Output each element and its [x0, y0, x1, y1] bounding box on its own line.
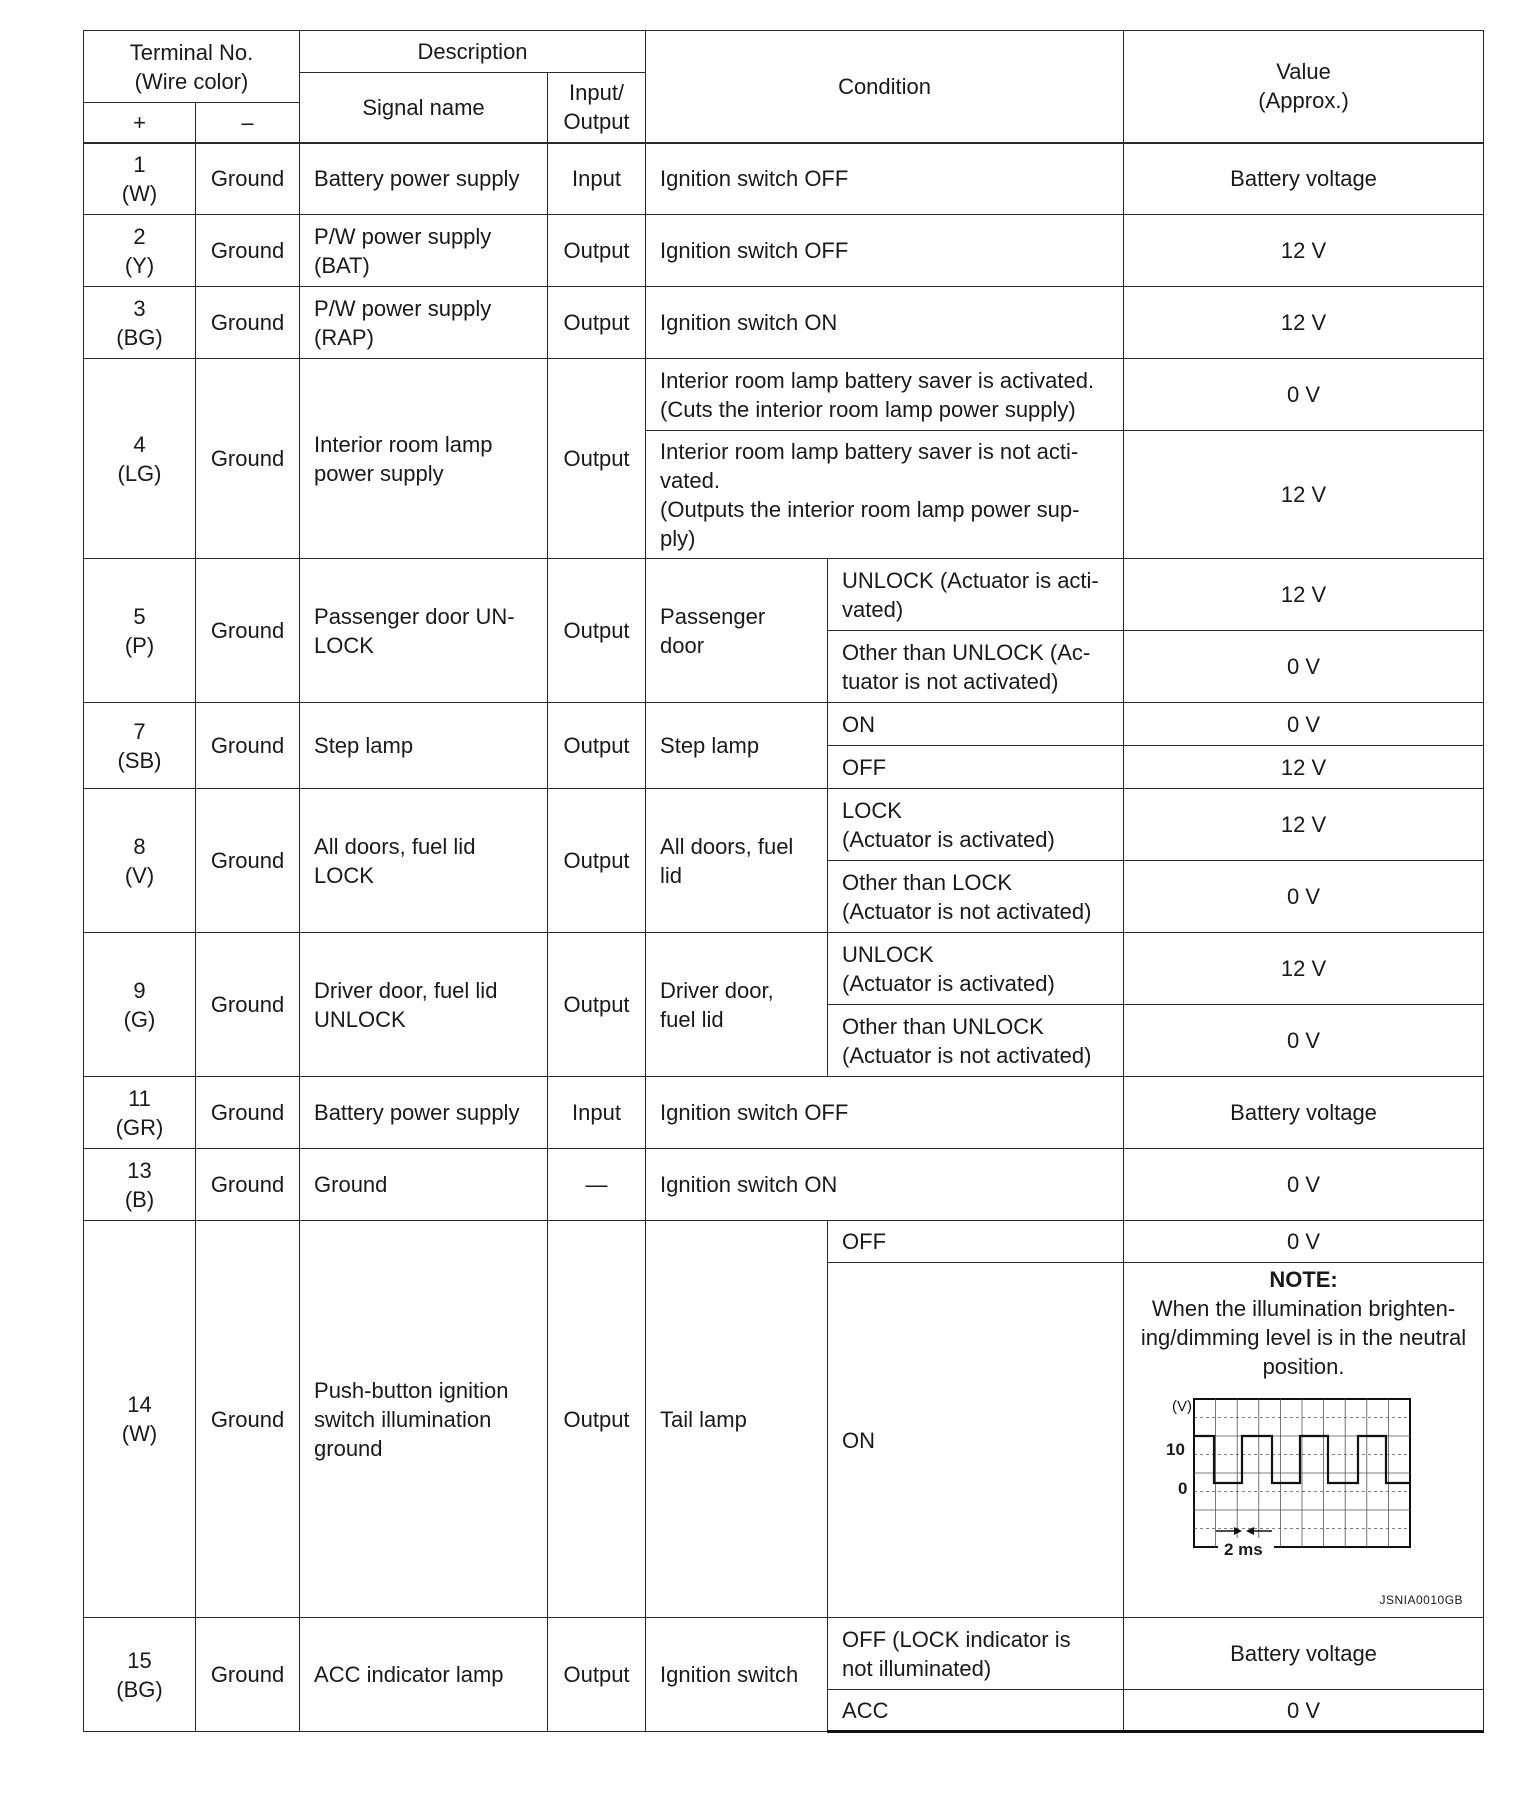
- condition: Ignition switch: [646, 1618, 828, 1732]
- value: 0 V: [1124, 861, 1484, 933]
- input-output: Output: [548, 287, 646, 359]
- terminal-number: 9: [133, 977, 146, 1003]
- signal-name-line: Passenger door UN-: [314, 603, 515, 629]
- table-row: [84, 933, 1484, 1005]
- terminal-number: 8: [133, 833, 146, 859]
- value: 0 V: [1124, 359, 1484, 431]
- table-row: [84, 287, 1484, 359]
- condition-line: lid: [660, 862, 683, 888]
- sub-condition-line: UNLOCK (Actuator is acti-: [842, 567, 1099, 593]
- table-row: [84, 215, 1484, 287]
- value: 12 V: [1124, 789, 1484, 861]
- waveform-time-label: 2 ms: [1223, 1540, 1263, 1559]
- header-wire-color-label: (Wire color): [134, 68, 249, 94]
- sub-condition: [828, 1005, 1124, 1077]
- signal-name: [300, 933, 548, 1077]
- sub-condition: OFF: [828, 1221, 1124, 1263]
- header-input-output: [548, 73, 646, 143]
- value: Battery voltage: [1124, 1077, 1484, 1149]
- signal-name: [300, 789, 548, 933]
- table-row: [84, 703, 1484, 746]
- signal-name: [300, 287, 548, 359]
- value: 0 V: [1124, 1005, 1484, 1077]
- input-output: Output: [548, 789, 646, 933]
- waveform-y-tick-high: 10: [1165, 1440, 1185, 1459]
- value: 12 V: [1124, 215, 1484, 287]
- terminal-plus: [84, 559, 196, 703]
- sub-condition-line: vated): [842, 596, 904, 622]
- terminal-number: 5: [133, 603, 146, 629]
- terminal-table: [83, 30, 1484, 1733]
- signal-name-line: ground: [314, 1435, 383, 1461]
- condition: Ignition switch OFF: [646, 143, 1124, 215]
- terminal-minus: Ground: [196, 1618, 300, 1732]
- signal-name: Ground: [300, 1149, 548, 1221]
- signal-name-line: (BAT): [314, 252, 370, 278]
- terminal-plus: [84, 215, 196, 287]
- signal-name-line: Push-button ignition: [314, 1377, 509, 1403]
- signal-name: Battery power supply: [300, 143, 548, 215]
- terminal-number: 3: [133, 295, 146, 321]
- input-output: Output: [548, 703, 646, 789]
- condition: [646, 559, 828, 703]
- value: Battery voltage: [1124, 143, 1484, 215]
- table-row: [84, 359, 1484, 431]
- header-signal-name: Signal name: [300, 73, 548, 143]
- input-output: Output: [548, 215, 646, 287]
- wire-color: (V): [124, 862, 155, 888]
- terminal-minus: Ground: [196, 143, 300, 215]
- terminal-number: 14: [127, 1392, 152, 1417]
- condition-line: Interior room lamp battery saver is not acti-: [660, 438, 1079, 464]
- terminal-plus: [84, 933, 196, 1077]
- terminal-minus: Ground: [196, 559, 300, 703]
- value: 0 V: [1124, 703, 1484, 746]
- table-row: [84, 559, 1484, 631]
- value: 12 V: [1124, 746, 1484, 789]
- signal-name-line: Driver door, fuel lid: [314, 977, 498, 1003]
- wire-color: (BG): [116, 1676, 163, 1702]
- header-condition: Condition: [646, 31, 1124, 143]
- condition: [646, 933, 828, 1077]
- condition: Tail lamp: [646, 1221, 828, 1618]
- terminal-plus: [84, 359, 196, 559]
- condition-line: ply): [660, 525, 696, 551]
- signal-name-line: P/W power supply: [314, 223, 492, 249]
- terminal-plus: [84, 287, 196, 359]
- header-output-label: Output: [563, 109, 630, 135]
- signal-name: [300, 215, 548, 287]
- note-line: position.: [1262, 1354, 1345, 1379]
- terminal-plus: [84, 1618, 196, 1732]
- wire-color: (GR): [115, 1114, 164, 1140]
- terminal-minus: Ground: [196, 359, 300, 559]
- sub-condition: ON: [828, 703, 1124, 746]
- condition: [646, 431, 1124, 559]
- value: 12 V: [1124, 559, 1484, 631]
- sub-condition: [828, 789, 1124, 861]
- condition: [646, 359, 1124, 431]
- signal-name-line: (RAP): [314, 324, 374, 350]
- wire-color: (LG): [117, 460, 162, 486]
- sub-condition-line: (Actuator is not activated): [842, 1042, 1092, 1068]
- wire-color: (Y): [124, 252, 155, 278]
- terminal-minus: Ground: [196, 703, 300, 789]
- table-row: [84, 1077, 1484, 1149]
- signal-name-line: Interior room lamp: [314, 431, 493, 457]
- value-note: [1124, 1263, 1484, 1618]
- sub-condition-line: tuator is not activated): [842, 668, 1059, 694]
- condition-line: Driver door,: [660, 977, 774, 1003]
- sub-condition: [828, 933, 1124, 1005]
- value: 0 V: [1124, 1149, 1484, 1221]
- input-output: Input: [548, 1077, 646, 1149]
- input-output: Output: [548, 1221, 646, 1618]
- signal-name: [300, 1221, 548, 1618]
- sub-condition: [828, 631, 1124, 703]
- condition: Ignition switch OFF: [646, 1077, 1124, 1149]
- sub-condition: [828, 1618, 1124, 1690]
- input-output: —: [548, 1149, 646, 1221]
- wire-color: (G): [123, 1006, 156, 1032]
- sub-condition-line: OFF (LOCK indicator is: [842, 1626, 1071, 1652]
- sub-condition: ACC: [828, 1690, 1124, 1732]
- sub-condition-line: (Actuator is activated): [842, 970, 1055, 996]
- signal-name: [300, 559, 548, 703]
- terminal-minus: Ground: [196, 1221, 300, 1618]
- signal-name: [300, 359, 548, 559]
- signal-name-line: switch illumination: [314, 1406, 492, 1432]
- header-value: [1124, 31, 1484, 143]
- terminal-number: 7: [133, 718, 146, 744]
- signal-name: Battery power supply: [300, 1077, 548, 1149]
- waveform-graph: [1154, 1391, 1454, 1571]
- condition: Ignition switch OFF: [646, 215, 1124, 287]
- terminal-number: 2: [133, 223, 146, 249]
- terminal-minus: Ground: [196, 215, 300, 287]
- terminal-minus: Ground: [196, 1149, 300, 1221]
- value: 12 V: [1124, 431, 1484, 559]
- header-plus: +: [84, 103, 196, 143]
- value: 0 V: [1124, 631, 1484, 703]
- terminal-plus: [84, 1077, 196, 1149]
- terminal-plus: [84, 1221, 196, 1618]
- sub-condition: OFF: [828, 746, 1124, 789]
- terminal-number: 1: [133, 151, 146, 177]
- table-row: [84, 1221, 1484, 1263]
- wire-color: (P): [124, 632, 155, 658]
- header-terminal-no-label: Terminal No.: [129, 39, 254, 65]
- terminal-plus: [84, 703, 196, 789]
- terminal-table-sheet: [83, 30, 1483, 1733]
- condition: Ignition switch ON: [646, 1149, 1124, 1221]
- sub-condition: ON: [828, 1263, 1124, 1618]
- terminal-minus: Ground: [196, 1077, 300, 1149]
- terminal-number: 11: [128, 1085, 151, 1111]
- header-row-1: [84, 31, 1484, 73]
- signal-name: Step lamp: [300, 703, 548, 789]
- condition-line: (Outputs the interior room lamp power sup-: [660, 496, 1080, 522]
- sub-condition-line: UNLOCK: [842, 941, 934, 967]
- value: Battery voltage: [1124, 1618, 1484, 1690]
- table-row: [84, 789, 1484, 861]
- condition: Ignition switch ON: [646, 287, 1124, 359]
- condition-line: fuel lid: [660, 1006, 724, 1032]
- sub-condition-line: Other than LOCK: [842, 869, 1013, 895]
- value: 0 V: [1124, 1690, 1484, 1732]
- condition-line: vated.: [660, 467, 720, 493]
- signal-name-line: LOCK: [314, 862, 374, 888]
- note-line: When the illumination brighten-: [1151, 1296, 1456, 1321]
- condition-line: Interior room lamp battery saver is activated.: [660, 367, 1095, 393]
- terminal-number: 4: [133, 431, 146, 457]
- figure-id: JSNIA0010GB: [1379, 1593, 1464, 1607]
- table-row: [84, 1149, 1484, 1221]
- value: 0 V: [1124, 1221, 1484, 1263]
- sub-condition-line: (Actuator is not activated): [842, 898, 1092, 924]
- sub-condition-line: not illuminated): [842, 1655, 992, 1681]
- signal-name: ACC indicator lamp: [300, 1618, 548, 1732]
- input-output: Output: [548, 359, 646, 559]
- sub-condition: [828, 559, 1124, 631]
- terminal-number: 13: [127, 1157, 152, 1183]
- input-output: Input: [548, 143, 646, 215]
- header-minus: –: [196, 103, 300, 143]
- terminal-number: 15: [127, 1647, 152, 1673]
- signal-name-line: LOCK: [314, 632, 374, 658]
- signal-name-line: power supply: [314, 460, 444, 486]
- terminal-plus: [84, 789, 196, 933]
- table-row: [84, 1618, 1484, 1690]
- header-approx-label: (Approx.): [1258, 88, 1349, 114]
- condition-line: door: [660, 632, 705, 658]
- terminal-minus: Ground: [196, 789, 300, 933]
- signal-name-line: UNLOCK: [314, 1006, 406, 1032]
- sub-condition: [828, 861, 1124, 933]
- waveform-unit-label: (V): [1171, 1398, 1192, 1415]
- header-input-label: Input/: [569, 80, 625, 106]
- header-value-label: Value: [1276, 59, 1331, 85]
- header-terminal-no: [84, 31, 300, 103]
- terminal-plus: [84, 143, 196, 215]
- waveform-y-tick-low: 0: [1177, 1479, 1188, 1498]
- input-output: Output: [548, 933, 646, 1077]
- terminal-plus: [84, 1149, 196, 1221]
- sub-condition-line: LOCK: [842, 797, 902, 823]
- wire-color: (SB): [117, 747, 162, 773]
- sub-condition-line: (Actuator is activated): [842, 826, 1055, 852]
- input-output: Output: [548, 1618, 646, 1732]
- note-title: NOTE:: [1269, 1267, 1338, 1292]
- waveform-figure: [1154, 1391, 1454, 1578]
- wire-color: (W): [121, 1421, 158, 1446]
- note-line: ing/dimming level is in the neutral: [1140, 1325, 1467, 1350]
- signal-name-line: P/W power supply: [314, 295, 492, 321]
- value: 12 V: [1124, 287, 1484, 359]
- value: 12 V: [1124, 933, 1484, 1005]
- wire-color: (B): [124, 1186, 155, 1212]
- waveform-grid: [1194, 1399, 1410, 1547]
- table-row: [84, 143, 1484, 215]
- terminal-minus: Ground: [196, 287, 300, 359]
- condition-line: (Cuts the interior room lamp power supply): [660, 396, 1076, 422]
- wire-color: (W): [121, 180, 158, 206]
- terminal-minus: Ground: [196, 933, 300, 1077]
- input-output: Output: [548, 559, 646, 703]
- condition: Step lamp: [646, 703, 828, 789]
- sub-condition-line: Other than UNLOCK: [842, 1013, 1044, 1039]
- header-description: Description: [300, 31, 646, 73]
- sub-condition-line: Other than UNLOCK (Ac-: [842, 639, 1091, 665]
- condition-line: All doors, fuel: [660, 833, 794, 859]
- wire-color: (BG): [116, 324, 163, 350]
- signal-name-line: All doors, fuel lid: [314, 833, 476, 859]
- condition: [646, 789, 828, 933]
- condition-line: Passenger: [660, 603, 766, 629]
